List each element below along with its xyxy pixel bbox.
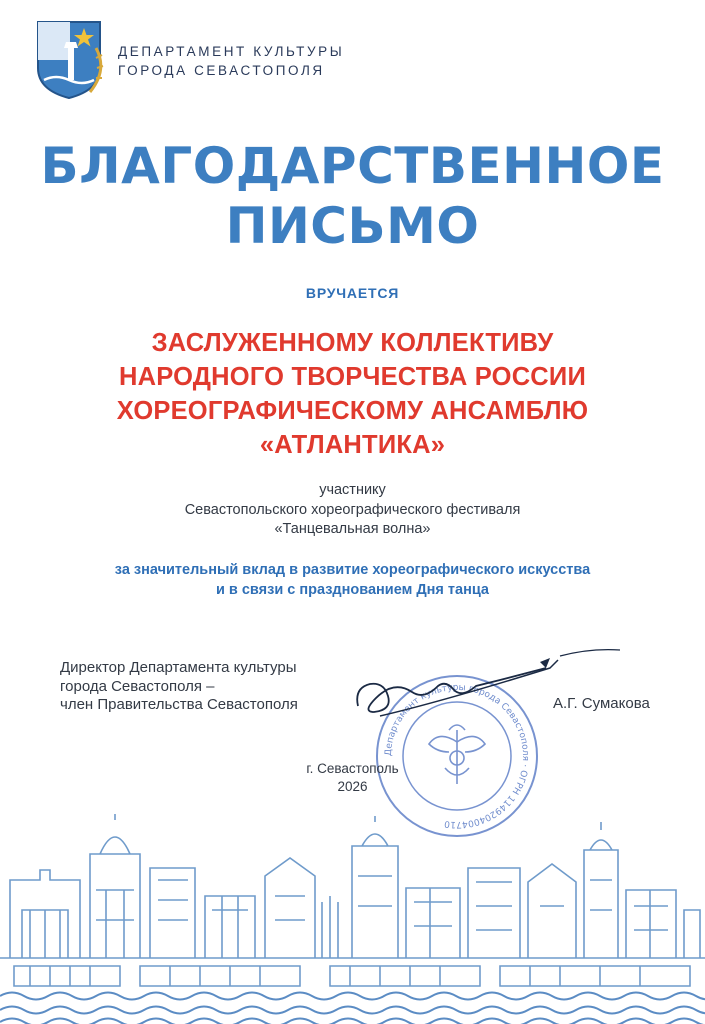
title-line-1: БЛАГОДАРСТВЕННОЕ — [40, 137, 665, 195]
reason-line: и в связи с празднованием Дня танца — [215, 581, 489, 598]
director-line: города Севастополя – — [60, 677, 215, 695]
stamp-ring-path: Департамент культуры города Севастополя · ОГРН 1149204004710 — [383, 682, 531, 830]
department-line-2: ГОРОДА СЕВАСТОПОЛЯ — [118, 63, 325, 78]
year-label: 2026 — [337, 779, 368, 794]
sevastopol-coat-of-arms-icon — [34, 18, 104, 100]
recipient-line: «АТЛАНТИКА» — [259, 431, 446, 459]
place-and-year — [0, 760, 705, 796]
recipient-line: ХОРЕОГРАФИЧЕСКОМУ АНСАМБЛЮ — [116, 397, 589, 425]
reason-block — [0, 561, 705, 600]
presented-label: ВРУЧАЕТСЯ — [305, 285, 400, 301]
department-name — [118, 42, 344, 80]
recipient-line: НАРОДНОГО ТВОРЧЕСТВА РОССИИ — [119, 363, 586, 391]
department-line-1: ДЕПАРТАМЕНТ КУЛЬТУРЫ — [118, 44, 345, 59]
participant-block — [0, 481, 705, 540]
recipient-block — [0, 326, 705, 462]
signer-name: А.Г. Сумакова — [553, 695, 650, 712]
recipient-line: ЗАСЛУЖЕННОМУ КОЛЛЕКТИВУ — [151, 329, 554, 357]
participant-line: «Танцевальная волна» — [274, 521, 431, 537]
participant-line: участнику — [319, 482, 386, 498]
place-label: г. Севастополь — [306, 761, 399, 776]
director-line: Директор Департамента культуры — [60, 659, 297, 676]
director-line: член Правительства Севастополя — [60, 696, 298, 713]
director-title — [60, 659, 298, 715]
participant-line: Севастопольского хореографического фестиваля — [184, 501, 521, 518]
sevastopol-skyline-illustration — [0, 810, 705, 1024]
title-line-2: ПИСЬМО — [225, 197, 480, 255]
reason-line: за значительный вклад в развитие хореографического искусства — [114, 562, 591, 578]
handwritten-signature — [350, 640, 640, 730]
header — [34, 18, 434, 108]
